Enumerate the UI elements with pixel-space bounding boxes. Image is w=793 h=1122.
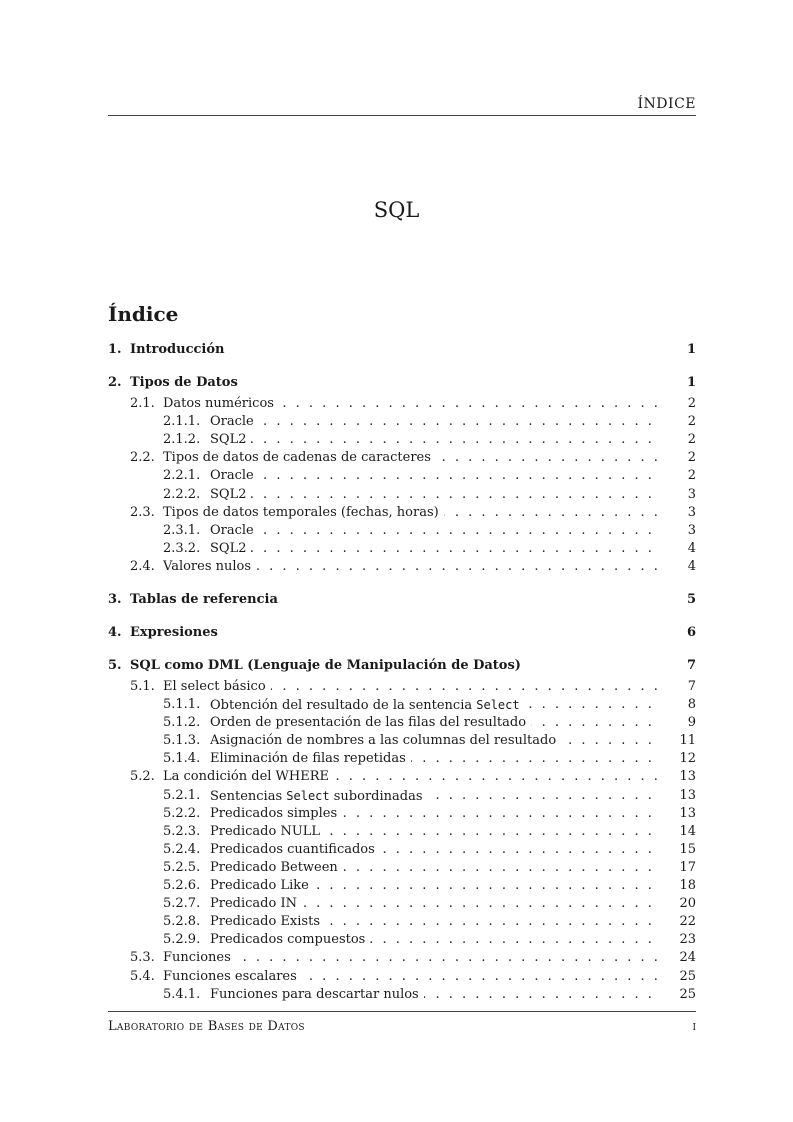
toc-entry-title: Oracle . . . [210,522,658,540]
toc-entry[interactable] [108,624,696,642]
toc-entry-page: 1 [686,375,696,390]
toc-entry-title: Tablas de referencia [130,591,658,609]
toc-entry-title: Predicado Between . . . [210,859,658,877]
toc-entry-number: 5.1.4. [163,751,201,767]
toc-entry[interactable] [108,750,696,768]
header-rule [108,115,696,116]
toc-entry-page: 15 [679,841,696,857]
toc-entry[interactable] [108,486,696,504]
toc-entry-number: 2.2.1. [163,468,201,484]
toc-entry[interactable] [108,768,696,786]
toc-entry-page: 7 [686,657,696,673]
toc-entry-page: 22 [679,914,696,930]
toc-entry-title: Predicado Like . . . [210,877,658,895]
toc-entry[interactable] [108,714,696,732]
toc-entry-number: 2.3. [130,504,155,520]
toc-entry-page: 23 [679,932,696,948]
toc-entry[interactable] [108,504,696,522]
toc-entry-title: Predicado Exists . . . [210,913,658,931]
toc-entry-page: 18 [679,878,696,893]
toc-entry-number: 5.2.3. [163,823,201,839]
toc-entry-number: 5.2.4. [163,841,201,857]
toc-entry-title: Valores nulos . . . [163,558,658,576]
toc-entry-title: Asignación de nombres a las columnas del resultado . . . [210,732,658,750]
toc-entry-number: 2.1. [130,396,155,411]
toc-entry-title: Tipos de Datos [130,374,658,392]
toc-entry[interactable] [108,859,696,877]
toc-entry-number: 5.2.1. [163,787,201,803]
toc-entry-title: Obtención del resultado de la sentencia Select . . . [210,696,658,715]
toc-entry[interactable] [108,374,696,392]
toc-entry-title: Funciones para descartar nulos . . . [210,986,658,1004]
toc-entry-page: 4 [687,558,696,574]
toc-entry-title: Predicados simples . . . [210,805,658,823]
toc-entry-title: Tipos de datos temporales (fechas, horas) . . . [163,504,658,522]
toc-entry-title: Eliminación de filas repetidas . . . [210,750,658,768]
toc-entry-page: 13 [679,805,696,821]
toc-entry-number: 3. [108,591,122,607]
toc-entry-page: 24 [679,950,696,966]
toc-entry-title: Datos numéricos . . . [163,395,658,413]
toc-entry[interactable] [108,657,696,675]
toc-entry[interactable] [108,823,696,841]
toc-entry[interactable] [108,395,696,413]
toc-heading: Índice [108,302,179,326]
toc-entry-page: 6 [686,624,696,640]
footer-rule [108,1011,696,1012]
toc-entry-page: 4 [687,540,696,556]
toc-entry-page: 2 [687,450,696,466]
toc-entry-title: Funciones . . . [163,949,658,967]
toc-entry-number: 5.2.8. [163,914,201,930]
toc-entry-title: Predicado NULL . . . [210,823,658,841]
toc-entry-page: 25 [679,968,696,984]
toc-entry-page: 14 [679,823,696,839]
toc-entry[interactable] [108,522,696,540]
toc-entry-number: 2.3.2. [163,540,201,556]
toc-entry[interactable] [108,431,696,449]
toc-entry-title: Oracle . . . [210,413,658,431]
toc-entry-number: 4. [108,624,122,640]
toc-entry[interactable] [108,931,696,949]
toc-entry-number: 2.2.2. [163,486,201,502]
toc-entry-number: 2. [108,375,122,390]
toc-entry-number: 1. [108,342,122,357]
toc-entry[interactable] [108,540,696,558]
toc-entry-page: 3 [687,522,696,538]
document-title: SQL [373,198,420,222]
toc-entry-title: Predicados compuestos . . . [210,931,658,949]
toc-entry-number: 2.3.1. [163,522,201,538]
toc-entry[interactable] [108,558,696,576]
toc-entry[interactable] [108,678,696,696]
toc-entry-title: SQL2 . . . [210,431,658,449]
toc-entry-page: 3 [687,504,696,520]
toc-entry[interactable] [108,986,696,1004]
toc-entry-number: 5.1.1. [163,697,201,712]
toc-entry[interactable] [108,732,696,750]
page-number: i [692,1019,696,1034]
toc-entry-number: 5.2.2. [163,805,201,821]
toc-entry[interactable] [108,341,696,359]
toc-entry-number: 2.4. [130,558,155,574]
toc-entry-number: 5.1. [130,678,155,694]
toc-entry-number: 5.2. [130,769,155,785]
toc-entry-title: La condición del WHERE . . . [163,768,658,786]
toc-entry-page: 2 [687,432,696,448]
toc-entry-page: 20 [679,896,696,912]
toc-entry-number: 5.2.7. [163,896,201,912]
inline-code: Select [476,698,520,712]
toc-entry[interactable] [108,467,696,485]
inline-code: Select [286,788,330,803]
toc-entry[interactable] [108,413,696,431]
toc-entry-page: 8 [687,697,696,712]
toc-entry[interactable] [108,913,696,931]
toc-entry-title: Orden de presentación de las filas del resultado . . . [210,714,658,732]
toc-entry-title: Tipos de datos de cadenas de caracteres . . . [163,449,658,467]
toc-entry[interactable] [108,877,696,895]
toc-entry-title: Funciones escalares . . . [163,968,658,986]
toc-entry-page: 2 [687,414,696,430]
toc-entry-number: 5.2.6. [163,878,201,893]
toc-entry-number: 5.3. [130,950,155,966]
toc-entry-number: 5.1.2. [163,715,201,731]
toc-entry-page: 12 [679,751,696,767]
toc-entry-page: 17 [679,859,696,875]
toc-entry-title: Expresiones [130,624,658,642]
toc-entry-page: 25 [679,986,696,1002]
toc-entry-page: 9 [687,715,696,731]
toc-entry-title: Oracle . . . [210,467,658,485]
toc-entry-page: 11 [679,733,696,749]
toc-entry-page: 13 [679,769,696,785]
toc-entry[interactable] [108,787,696,805]
toc-entry[interactable] [108,805,696,823]
toc-entry-number: 5.1.3. [163,733,201,749]
toc-entry-title: SQL como DML (Lenguaje de Manipulación de Datos) [130,657,658,675]
toc-entry-page: 1 [686,342,696,357]
toc-entry-number: 5.4.1. [163,986,201,1002]
toc-entry[interactable] [108,449,696,467]
toc-entry-title: Sentencias Select subordinadas . . . [210,787,658,806]
toc-entry-page: 2 [687,468,696,484]
toc-entry-number: 2.2. [130,450,155,466]
toc-entry-number: 5.2.5. [163,859,201,875]
toc-entry-number: 5.2.9. [163,932,201,948]
toc-entry-number: 2.1.1. [163,414,201,430]
toc-entry-number: 2.1.2. [163,432,201,448]
toc-entry[interactable] [108,841,696,859]
running-header: ÍNDICE [637,96,696,112]
toc-entry-page: 7 [687,678,696,694]
toc-entry[interactable] [108,696,696,714]
footer-title: Laboratorio de Bases de Datos [108,1019,305,1034]
toc-entry-title: Introducción [130,341,658,359]
toc-entry[interactable] [108,949,696,967]
toc-entry[interactable] [108,895,696,913]
toc-entry-number: 5.4. [130,968,155,984]
toc-entry[interactable] [108,968,696,986]
toc-entry[interactable] [108,591,696,609]
toc-entry-title: Predicados cuantificados . . . [210,841,658,859]
toc-entry-page: 5 [686,591,696,607]
toc-entry-page: 2 [687,396,696,411]
toc-entry-number: 5. [108,657,122,673]
toc-entry-title: El select básico . . . [163,678,658,696]
toc-entry-page: 13 [679,787,696,803]
toc-entry-page: 3 [687,486,696,502]
toc-entry-title: Predicado IN . . . [210,895,658,913]
toc-entry-title: SQL2 . . . [210,486,658,504]
toc-entry-title: SQL2 . . . [210,540,658,558]
